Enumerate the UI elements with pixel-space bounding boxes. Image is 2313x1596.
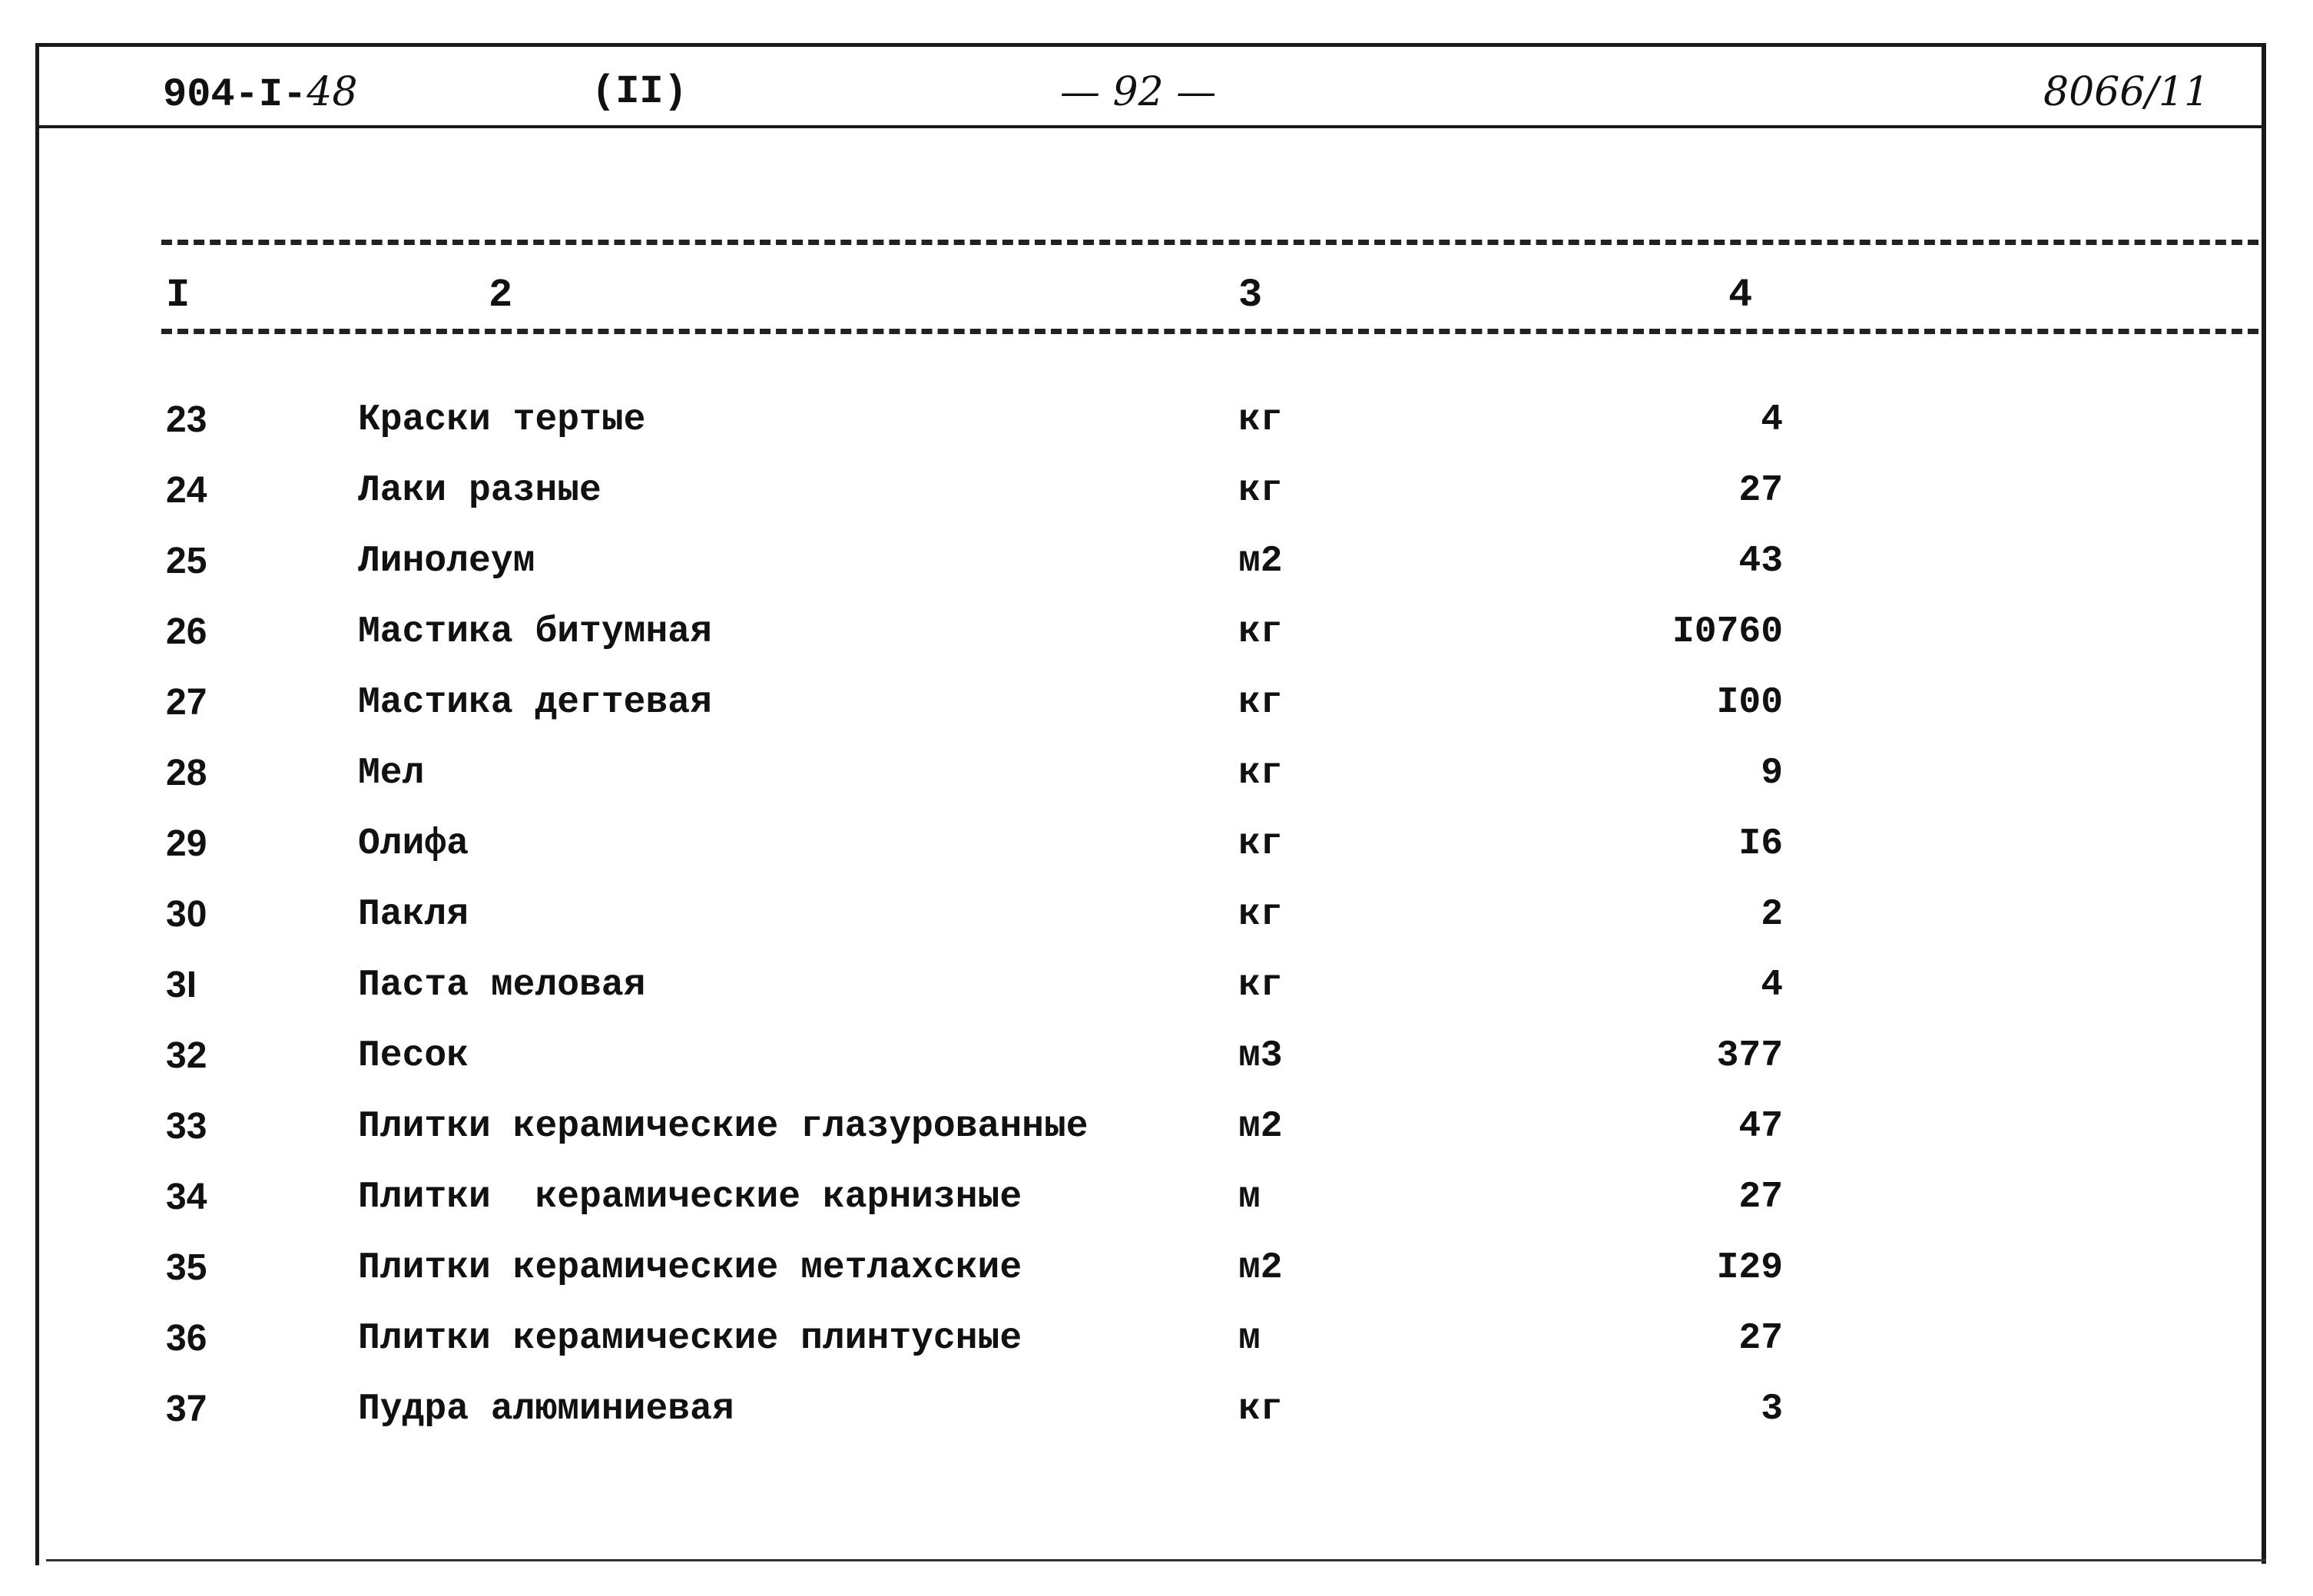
table-row [0,1029,2313,1100]
unit: м2 [1238,1247,1283,1289]
material-name: Паста меловая [358,965,646,1006]
document-code [163,69,357,118]
table-row [0,1171,2313,1241]
quantity: 27 [1738,1318,1783,1359]
quantity: I29 [1716,1247,1783,1289]
header-divider [35,125,2266,128]
material-name: Плитки керамические метлахские [358,1247,1022,1289]
frame-top-border [35,43,2263,47]
unit: м [1238,1177,1261,1218]
row-number: 34 [166,1177,207,1217]
row-number: 29 [166,823,207,864]
unit: м [1238,1318,1261,1359]
unit: кг [1238,682,1283,723]
column-number-3: 3 [1238,273,1263,318]
material-name: Олифа [358,823,469,865]
material-name: Плитки керамические карнизные [358,1177,1022,1218]
table-header-top-rule [161,240,2258,245]
page-number: — 92 — [1060,69,1217,115]
unit: м2 [1238,1106,1283,1147]
unit: кг [1238,399,1283,441]
row-number: 24 [166,470,207,511]
quantity: 377 [1716,1035,1783,1077]
unit: кг [1238,753,1283,794]
row-number: 3I [166,965,197,1005]
material-name: Плитки керамические плинтусные [358,1318,1022,1359]
material-name: Мастика дегтевая [358,682,712,723]
table-header-bottom-rule [161,329,2258,334]
materials-table-body [0,393,2313,1453]
unit: кг [1238,823,1283,865]
material-name: Пудра алюминиевая [358,1389,734,1430]
unit: кг [1238,1389,1283,1430]
material-name: Мастика битумная [358,611,712,653]
material-name: Плитки керамические глазурованные [358,1106,1089,1147]
material-name: Песок [358,1035,469,1077]
sheet-reference: 8066/11 [2043,69,2210,115]
column-number-1: I [166,273,191,318]
unit: м2 [1238,541,1283,582]
table-row [0,535,2313,605]
row-number: 37 [166,1389,207,1429]
quantity: 3 [1761,1389,1783,1430]
quantity: 4 [1761,965,1783,1006]
row-number: 25 [166,541,207,581]
unit: кг [1238,611,1283,653]
table-row [0,1382,2313,1453]
table-row [0,1100,2313,1171]
row-number: 35 [166,1247,207,1288]
unit: кг [1238,965,1283,1006]
row-number: 26 [166,611,207,652]
quantity: I00 [1716,682,1783,723]
table-row [0,605,2313,676]
table-row [0,959,2313,1029]
material-name: Краски тертые [358,399,646,441]
material-name: Мел [358,753,425,794]
row-number: 27 [166,682,207,723]
material-name: Линолеум [358,541,535,582]
row-number: 30 [166,894,207,935]
row-number: 28 [166,753,207,793]
quantity: 4 [1761,399,1783,441]
table-row [0,393,2313,464]
column-number-2: 2 [489,273,513,318]
quantity: I0760 [1672,611,1783,653]
material-name: Лаки разные [358,470,601,512]
document-code-prefix: 904-I- [163,72,307,118]
row-number: 23 [166,399,207,440]
quantity: 43 [1738,541,1783,582]
table-row [0,817,2313,888]
table-row [0,464,2313,535]
column-number-4: 4 [1728,273,1753,318]
table-row [0,1241,2313,1312]
table-row [0,888,2313,959]
row-number: 33 [166,1106,207,1147]
table-row [0,1312,2313,1382]
unit: кг [1238,470,1283,512]
row-number: 36 [166,1318,207,1359]
unit: м3 [1238,1035,1283,1077]
quantity: 9 [1761,753,1783,794]
quantity: 2 [1761,894,1783,935]
document-code-handwritten: 48 [307,69,358,115]
material-name: Пакля [358,894,469,935]
quantity: 27 [1738,1177,1783,1218]
quantity: 47 [1738,1106,1783,1147]
table-row [0,747,2313,817]
volume-label: (II) [592,69,688,114]
unit: кг [1238,894,1283,935]
quantity: I6 [1738,823,1783,865]
quantity: 27 [1738,470,1783,512]
row-number: 32 [166,1035,207,1076]
table-row [0,676,2313,747]
frame-bottom-border [46,1559,2266,1561]
